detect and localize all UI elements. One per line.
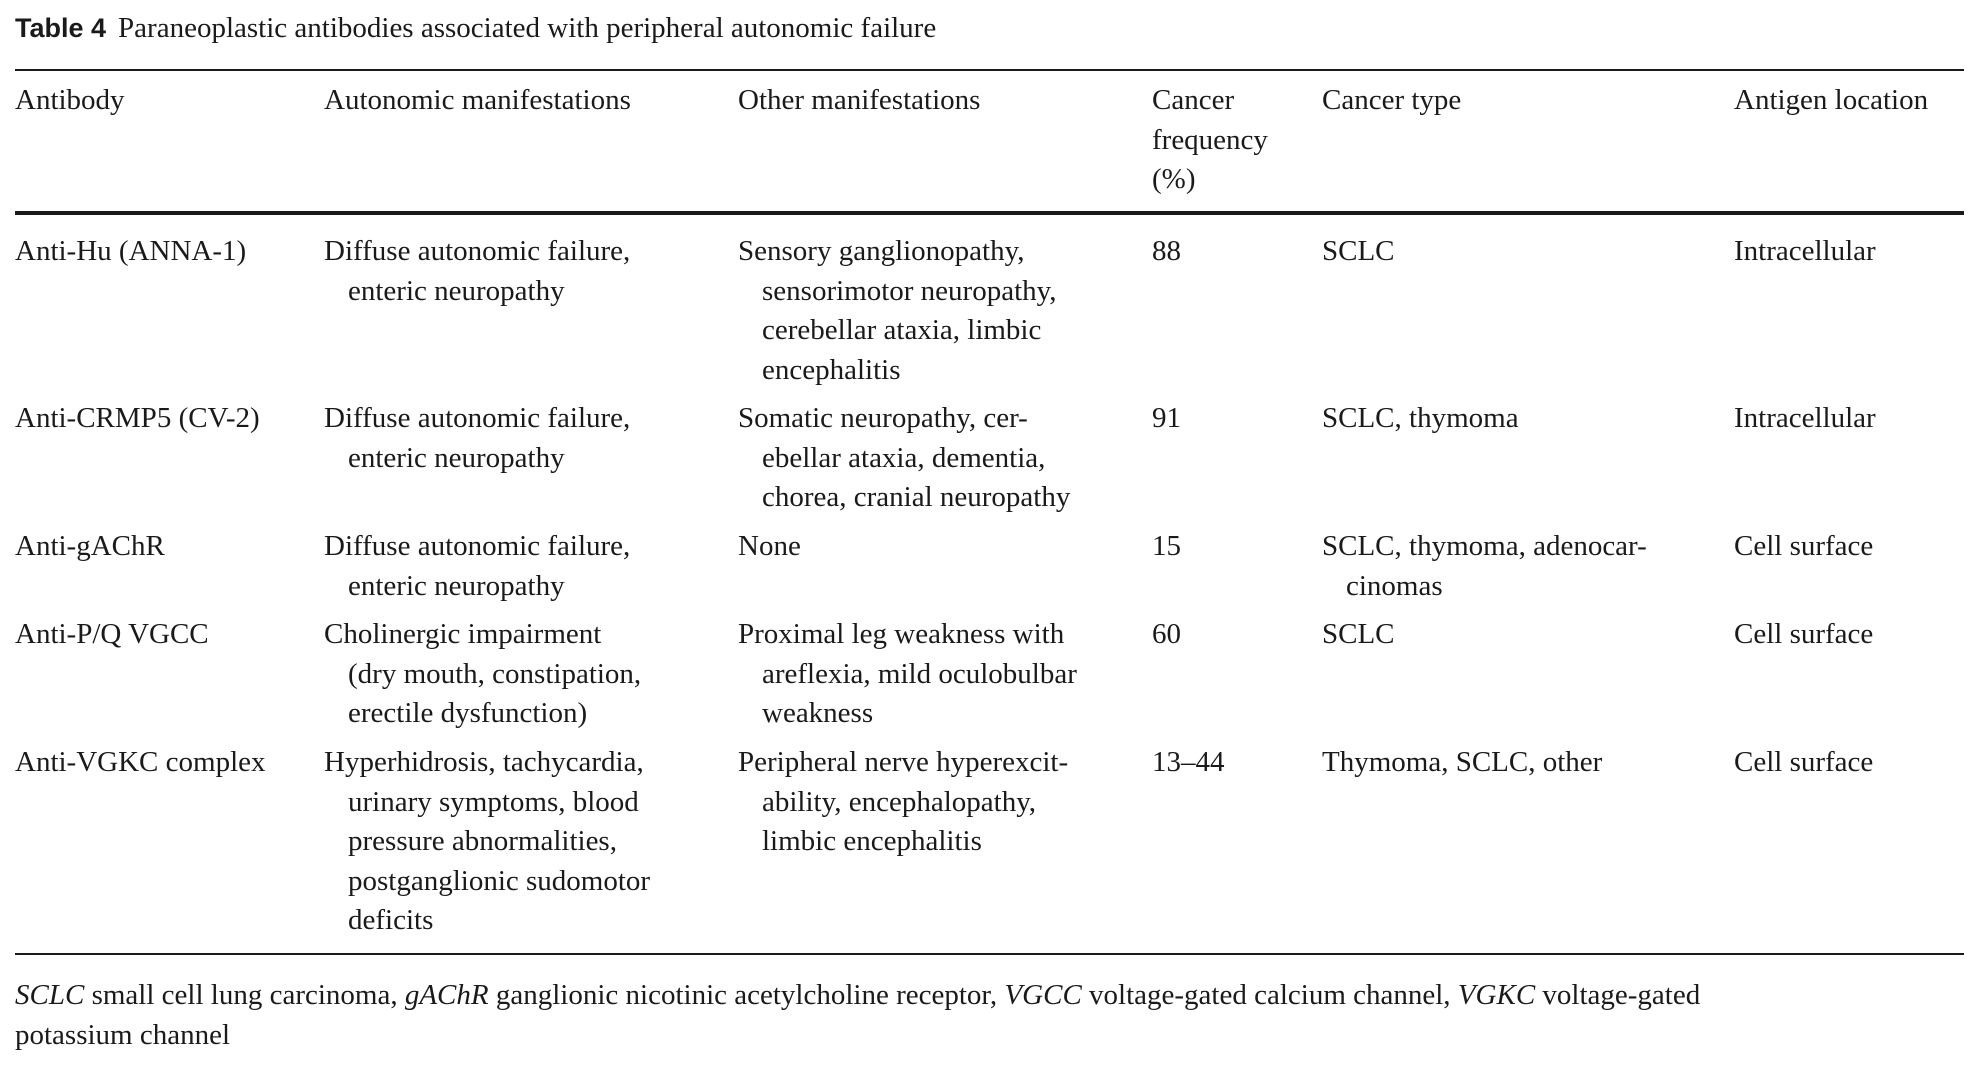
header-antibody: Antibody [15,84,125,116]
header-rule [15,211,1964,215]
header-cancer-type: Cancer type [1322,84,1462,116]
row0-antigen: Intracellular [1734,235,1876,267]
row4-other: Peripheral nerve hyperexcit- ability, encephalopathy, limbic encephalitis [738,746,1069,857]
abbr-vgkc: VGKC [1457,979,1536,1011]
row3-other: Proximal leg weakness with areflexia, mild oculobulbar weakness [738,618,1077,729]
table-label: Table 4 [15,13,107,43]
row3-cancer-type: SCLC [1322,618,1395,650]
row0-frequency: 88 [1152,235,1181,267]
table-title: Paraneoplastic antibodies associated with peripheral autonomic failure [118,12,937,44]
footnote-line2: potassium channel [15,1018,231,1051]
row4-frequency: 13–44 [1152,746,1225,778]
row0-autonomic: Diffuse autonomic failure, enteric neuropathy [324,235,631,307]
row2-antibody: Anti-gAChR [15,530,165,562]
row4-cancer-type: Thymoma, SCLC, other [1322,746,1603,778]
row4-antibody: Anti-VGKC complex [15,746,266,778]
row1-antibody: Anti-CRMP5 (CV-2) [15,402,260,434]
row1-cancer-type: SCLC, thymoma [1322,402,1519,434]
top-rule [15,69,1964,71]
row1-other: Somatic neuropathy, cer- ebellar ataxia, dementia, chorea, cranial neuropathy [738,402,1071,513]
abbr-vgcc: VGCC [1004,979,1082,1011]
header-antigen: Antigen location [1734,84,1929,116]
row2-frequency: 15 [1152,530,1181,562]
row2-other: None [738,530,801,562]
row2-autonomic: Diffuse autonomic failure, enteric neuropathy [324,530,631,602]
table-footnote: SCLC small cell lung carcinoma, gAChR ganglionic nicotinic acetylcholine receptor, VGCC voltage-gated calcium channel, VGKC voltage-gated potassium channel [15,976,1700,1055]
row4-antigen: Cell surface [1734,746,1874,778]
row4-autonomic: Hyperhidrosis, tachycardia, urinary symptoms, blood pressure abnormalities, postganglionic sudomotor deficits [324,746,651,936]
row2-antigen: Cell surface [1734,530,1874,562]
row1-antigen: Intracellular [1734,402,1876,434]
abbr-sclc: SCLC [15,979,85,1011]
row0-cancer-type: SCLC [1322,235,1395,267]
row1-frequency: 91 [1152,402,1181,434]
row3-antibody: Anti-P/Q VGCC [15,618,209,650]
row1-autonomic: Diffuse autonomic failure, enteric neuropathy [324,402,631,474]
abbr-gachr: gAChR [404,979,489,1011]
header-other: Other manifestations [738,84,981,116]
bottom-rule [15,953,1964,955]
row0-other: Sensory ganglionopathy, sensorimotor neuropathy, cerebellar ataxia, limbic encephalitis [738,235,1057,386]
header-frequency: Cancer frequency (%) [1152,84,1268,195]
header-autonomic: Autonomic manifestations [324,84,631,116]
row3-autonomic: Cholinergic impairment (dry mouth, constipation, erectile dysfunction) [324,618,642,729]
row0-antibody: Anti-Hu (ANNA-1) [15,235,247,267]
row3-frequency: 60 [1152,618,1181,650]
row3-antigen: Cell surface [1734,618,1874,650]
table-caption [15,12,936,45]
row2-cancer-type: SCLC, thymoma, adenocar- cinomas [1322,530,1647,602]
